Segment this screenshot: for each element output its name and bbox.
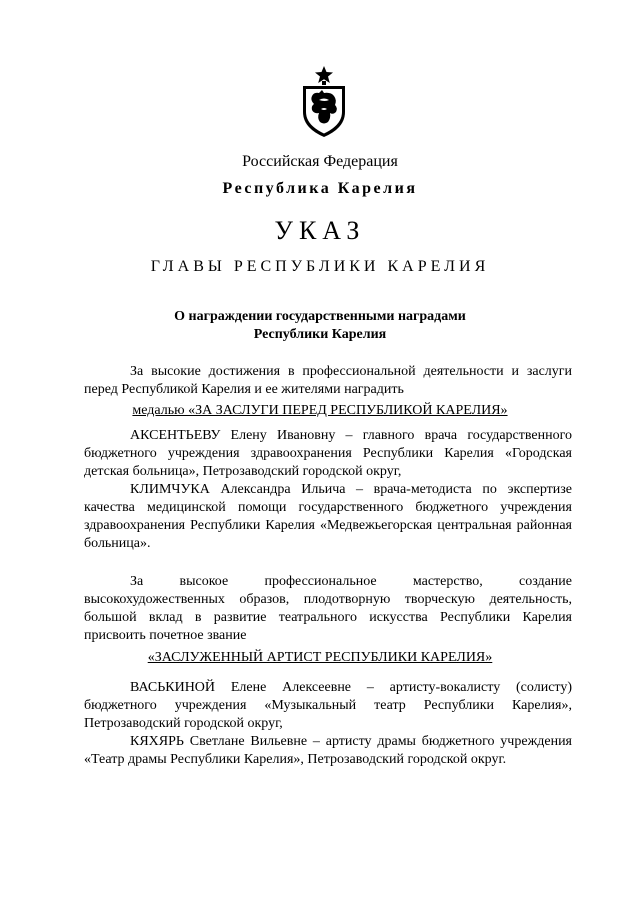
karelia-coat-of-arms-icon xyxy=(300,66,348,138)
section1-intro: За высокие достижения в профессиональной деятельности и заслуги перед Республикой Карелия и ее жителями наградить xyxy=(84,364,572,397)
subject-line: О награждении государственными наградами xyxy=(174,309,466,324)
section2-award: «ЗАСЛУЖЕННЫЙ АРТИСТ РЕСПУБЛИКИ КАРЕЛИЯ» xyxy=(147,650,493,665)
country-name: Российская Федерация xyxy=(242,153,398,170)
document-type: УКАЗ xyxy=(274,216,366,245)
recipient-item: КЛИМЧУКА Александра Ильича – врача-методиста по экспертизе качества медицинской помощи государственного бюджетного учреждения здравоохранения Республики Карелия «Медвежьегорская центральная районная больница». xyxy=(84,482,572,551)
section1-award: медалью «ЗА ЗАСЛУГИ ПЕРЕД РЕСПУБЛИКОЙ КАРЕЛИЯ» xyxy=(132,403,508,418)
section2-recipients xyxy=(84,679,572,769)
recipient-item: АКСЕНТЬЕВУ Елену Ивановну – главного врача государственного бюджетного учреждения здравоохранения Республики Карелия «Городская детская больница», Петрозаводский городской округ, xyxy=(84,428,572,479)
section1-recipients xyxy=(84,427,572,553)
document-issuer: ГЛАВЫ РЕСПУБЛИКИ КАРЕЛИЯ xyxy=(150,258,490,275)
subject-line: Республики Карелия xyxy=(253,327,387,342)
recipient-item: КЯХЯРЬ Светлане Вильевне – артисту драмы бюджетного учреждения «Театр драмы Республики Карелия», Петрозаводский городской округ. xyxy=(84,734,572,767)
section2-intro: За высокое профессиональное мастерство, создание высокохудожественных образов, плодотворную творческую деятельность, большой вклад в развитие театрального искусства Республики Карелия присвоить почетное звание xyxy=(84,574,572,643)
decree-subject xyxy=(0,308,640,344)
recipient-item: ВАСЬКИНОЙ Елене Алексеевне – артисту-вокалисту (солисту) бюджетного учреждения «Музыкальный театр Республики Карелия», Петрозаводский городской округ, xyxy=(84,680,572,731)
republic-name: Республика Карелия xyxy=(222,180,418,197)
